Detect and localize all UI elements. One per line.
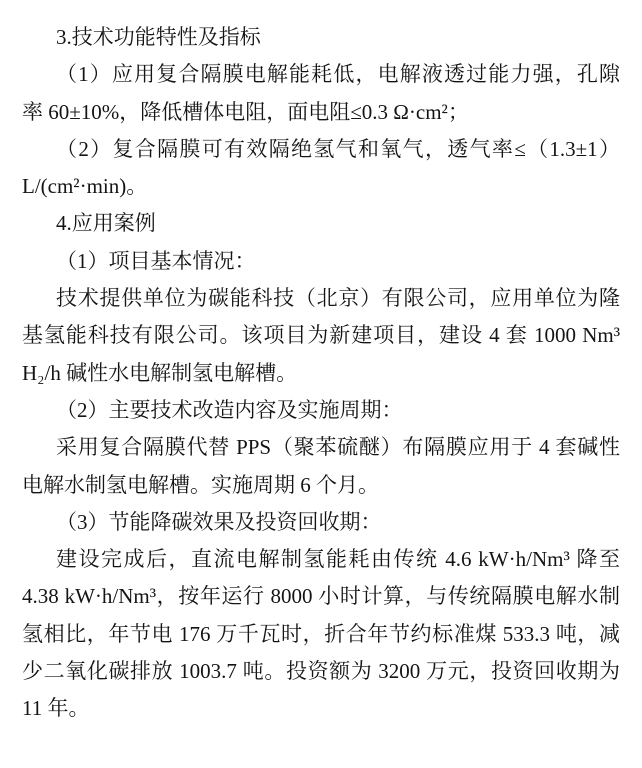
para-feature-2-line-2: L/(cm²·min)。 <box>22 174 148 199</box>
subheading-renovation: （2）主要技术改造内容及实施周期： <box>56 397 403 422</box>
heading-tech-features: 3.技术功能特性及指标 <box>56 25 261 49</box>
subheading-savings: （3）节能降碳效果及投资回收期： <box>56 509 382 534</box>
para-renovation-line-2: 电解水制氢电解槽。实施周期 6 个月。 <box>22 472 379 497</box>
para-savings-line-1: 建设完成后，直流电解制氢能耗由传统 4.6 kW·h/Nm³ 降至 <box>56 547 620 572</box>
para-feature-1-line-1: （1）应用复合隔膜电解能耗低，电解液透过能力强，孔隙 <box>56 62 620 87</box>
para-savings-line-3: 氢相比，年节电 176 万千瓦时，折合年节约标准煤 533.3 吨，减 <box>22 621 620 646</box>
para-savings-line-5: 11 年。 <box>22 696 90 721</box>
para-savings-line-2: 4.38 kW·h/Nm³，按年运行 8000 小时计算，与传统隔膜电解水制 <box>22 584 620 609</box>
para-project-line-2: 基氢能科技有限公司。该项目为新建项目，建设 4 套 1000 Nm³ <box>22 323 620 348</box>
para-savings-line-4: 少二氧化碳排放 1003.7 吨。投资额为 3200 万元，投资回收期为 <box>22 659 620 684</box>
para-feature-2-line-1: （2）复合隔膜可有效隔绝氢气和氧气，透气率≤（1.3±1） <box>56 136 620 161</box>
para-feature-1-line-2: 率 60±10%，降低槽体电阻，面电阻≤0.3 Ω·cm²； <box>22 99 469 124</box>
para-project-line-3: H₂/h 碱性水电解制氢电解槽。 <box>22 360 298 385</box>
subheading-project-overview: （1）项目基本情况： <box>56 248 256 273</box>
heading-application-case: 4.应用案例 <box>56 211 156 236</box>
para-renovation-line-1: 采用复合隔膜代替 PPS（聚苯硫醚）布隔膜应用于 4 套碱性 <box>56 435 620 460</box>
para-project-line-1: 技术提供单位为碳能科技（北京）有限公司，应用单位为隆 <box>56 286 620 311</box>
